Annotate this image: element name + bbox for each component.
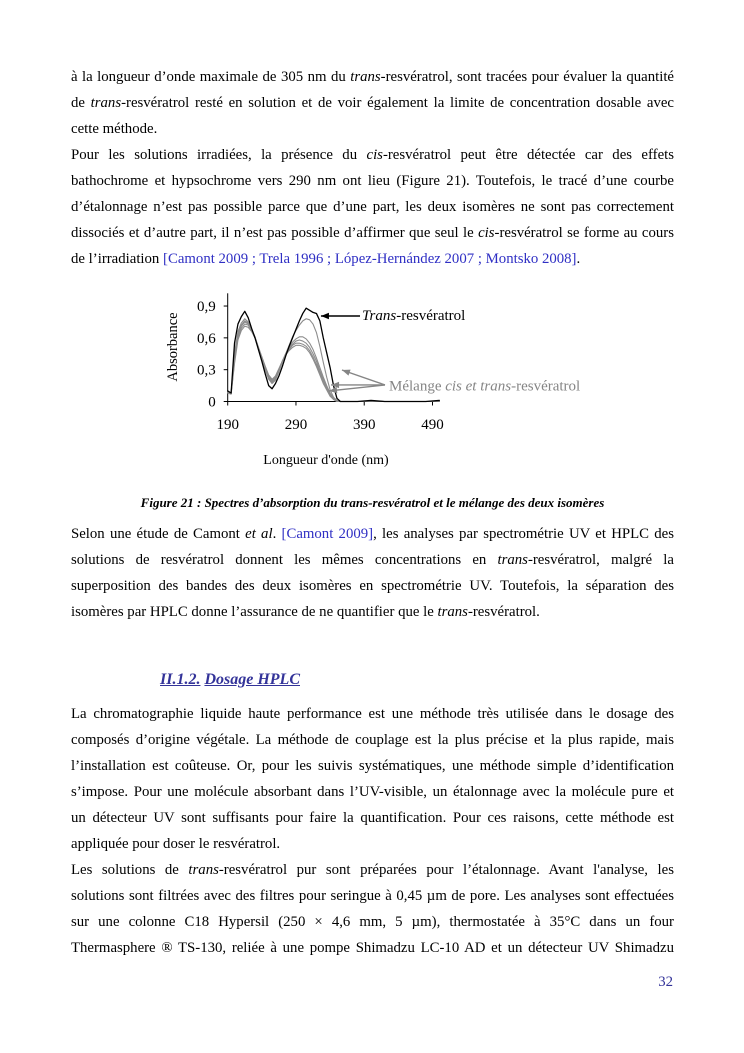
text-run: dissociés et d’autre part, il n’est pas possible d’affirmer que seul le [71, 225, 479, 241]
figure-caption: Figure 21 : Spectres d’absorption du trans-resvératrol et le mélange des deux isomères [140, 495, 605, 510]
text-run: -resvératrol resté en solution et de voir également la limite de concentration dosable avec [121, 95, 674, 111]
text-line [71, 521, 674, 547]
italic-term: cis [366, 147, 383, 163]
text-line [71, 805, 674, 831]
text-run: Selon une étude de Camont [71, 526, 246, 542]
text-line [71, 857, 674, 883]
citation-link[interactable]: [Camont 2009] [281, 526, 374, 542]
text-run: -resvératrol pur sont préparées pour l’étalonnage. Avant l'analyse, les [218, 862, 674, 878]
text-run: superposition des bandes des deux isomères en spectrométrie UV. Toutefois, la séparation des [71, 578, 674, 594]
text-line [71, 90, 674, 116]
text-run: un détecteur UV sont suffisants pour faire la quantification. Pour ces raisons, cette méthode est [71, 810, 674, 826]
y-axis-label: Absorbance [165, 312, 181, 382]
annotation-text: Mélange [389, 378, 446, 395]
text-run: sur une colonne C18 Hypersil (250 × 4,6 mm, 5 µm), thermostatée à 35°C dans un four [71, 914, 674, 930]
paragraph-uv-calibration [71, 64, 674, 142]
text-line [71, 194, 674, 220]
text-line [71, 599, 674, 625]
page-number: 32 [658, 974, 673, 990]
text-line [71, 909, 674, 935]
x-tick-label: 190 [216, 417, 239, 433]
text-run: appliquée pour doser le resvératrol. [71, 836, 281, 852]
text-line [71, 831, 674, 857]
text-run: Les solutions de [71, 862, 189, 878]
text-line [71, 246, 674, 272]
text-run: isomères par HPLC donne l’assurance de ne quantifier que le [71, 604, 438, 620]
text-block-middle [71, 521, 674, 625]
text-run: Pour les solutions irradiées, la présence du [71, 147, 367, 163]
annotation-text: -resvératrol [396, 308, 466, 324]
text-line [71, 727, 674, 753]
text-run: -resvératrol se forme au cours [494, 225, 674, 241]
text-line [71, 64, 674, 90]
text-run: -resvératrol, sont tracées pour évaluer la quantité [380, 69, 674, 85]
x-axis-label: Longueur d'onde (nm) [263, 453, 389, 468]
spectrum-chart [150, 285, 610, 480]
text-run: -resvératrol. [467, 604, 540, 620]
section-number: II.1.2. [160, 671, 201, 688]
text-run: , les analyses par spectrométrie UV et HPLC des [373, 526, 675, 542]
text-line [71, 547, 674, 573]
y-tick-label: 0 [208, 394, 216, 411]
text-line [71, 573, 674, 599]
y-tick-label: 0,9 [196, 299, 216, 316]
text-block-bottom [71, 701, 674, 961]
text-run: -resvératrol, malgré la [527, 552, 674, 568]
text-run: . [272, 526, 282, 542]
text-run: à la longueur d’onde maximale de 305 nm du [71, 69, 351, 85]
text-line [71, 883, 674, 909]
paragraph-irradiated-solutions [71, 142, 674, 272]
section-heading [160, 670, 300, 690]
text-run: . [576, 251, 581, 267]
annotation-text: -resvératrol [511, 378, 581, 395]
paragraph-hplc-method [71, 857, 674, 961]
paragraph-hplc-intro [71, 701, 674, 857]
text-run: s’impose. Pour une molécule absorbant dans l’UV-visible, un étalonnage avec la molécule pure et [71, 784, 674, 800]
section-title: Dosage HPLC [204, 671, 300, 688]
text-run: -resvératrol peut être détectée car des effets [382, 147, 675, 163]
x-tick-label: 390 [352, 417, 376, 433]
text-run: solutions sont filtrées avec des filtres pour seringue à 0,45 µm de pore. Les analyses sont effectuées [71, 888, 674, 904]
text-line [71, 116, 674, 142]
text-run: de l’irradiation [71, 251, 164, 267]
text-line [71, 779, 674, 805]
italic-term: trans [437, 604, 468, 620]
annotation-mixture-label [389, 378, 580, 394]
paragraph-camont-study [71, 521, 674, 625]
annotation-italic: Trans [362, 308, 397, 324]
text-line [71, 220, 674, 246]
italic-term: cis [478, 225, 495, 241]
italic-term: trans [350, 69, 381, 85]
text-run: bathochrome et hypsochrome vers 290 nm ont lieu (Figure 21). Toutefois, le tracé d’une courbe [71, 173, 674, 189]
x-tick-label: 290 [284, 417, 308, 433]
arrowhead-icon [342, 370, 351, 376]
text-line [71, 753, 674, 779]
text-run: solutions de resvératrol donnent les mêmes concentrations en [71, 552, 498, 568]
text-run: de [71, 95, 91, 111]
x-tick-label: 490 [421, 417, 444, 433]
text-line [71, 701, 674, 727]
y-tick-label: 0,3 [196, 362, 216, 379]
arrowhead-icon [321, 313, 329, 319]
italic-term: trans [188, 862, 219, 878]
text-run: l’installation est coûteuse. Or, pour les suivis systématiques, une méthode simple d’identification [71, 758, 674, 774]
text-line [71, 935, 674, 961]
text-line [71, 168, 674, 194]
annotation-trans-label [362, 308, 465, 324]
y-tick-label: 0,6 [196, 330, 216, 347]
text-run: Thermasphere ® TS-130, reliée à une pompe Shimadzu LC-10 AD et un détecteur UV Shimadzu [71, 940, 674, 956]
text-run: La chromatographie liquide haute performance est une méthode très utilisée dans le dosage des [71, 706, 674, 722]
text-run: cette méthode. [71, 121, 158, 137]
text-run: composés d’origine végétale. La méthode de couplage est la plus précise et la plus rapide, mais [71, 732, 674, 748]
italic-term: trans [497, 552, 528, 568]
text-block-top [71, 64, 674, 272]
italic-term: trans [90, 95, 122, 111]
citation-link[interactable]: [Camont 2009 ; Trela 1996 ; López-Hernández 2007 ; Montsko 2008] [163, 251, 577, 267]
text-run: d’étalonnage n’est pas possible parce que d’une part, les deux isomères ne sont pas correctement [71, 199, 674, 215]
italic-term: et al [245, 526, 273, 542]
annotation-italic: cis et trans [445, 378, 512, 395]
text-line [71, 142, 674, 168]
arrowhead-icon [331, 382, 339, 388]
annotation-arrows [321, 313, 385, 393]
